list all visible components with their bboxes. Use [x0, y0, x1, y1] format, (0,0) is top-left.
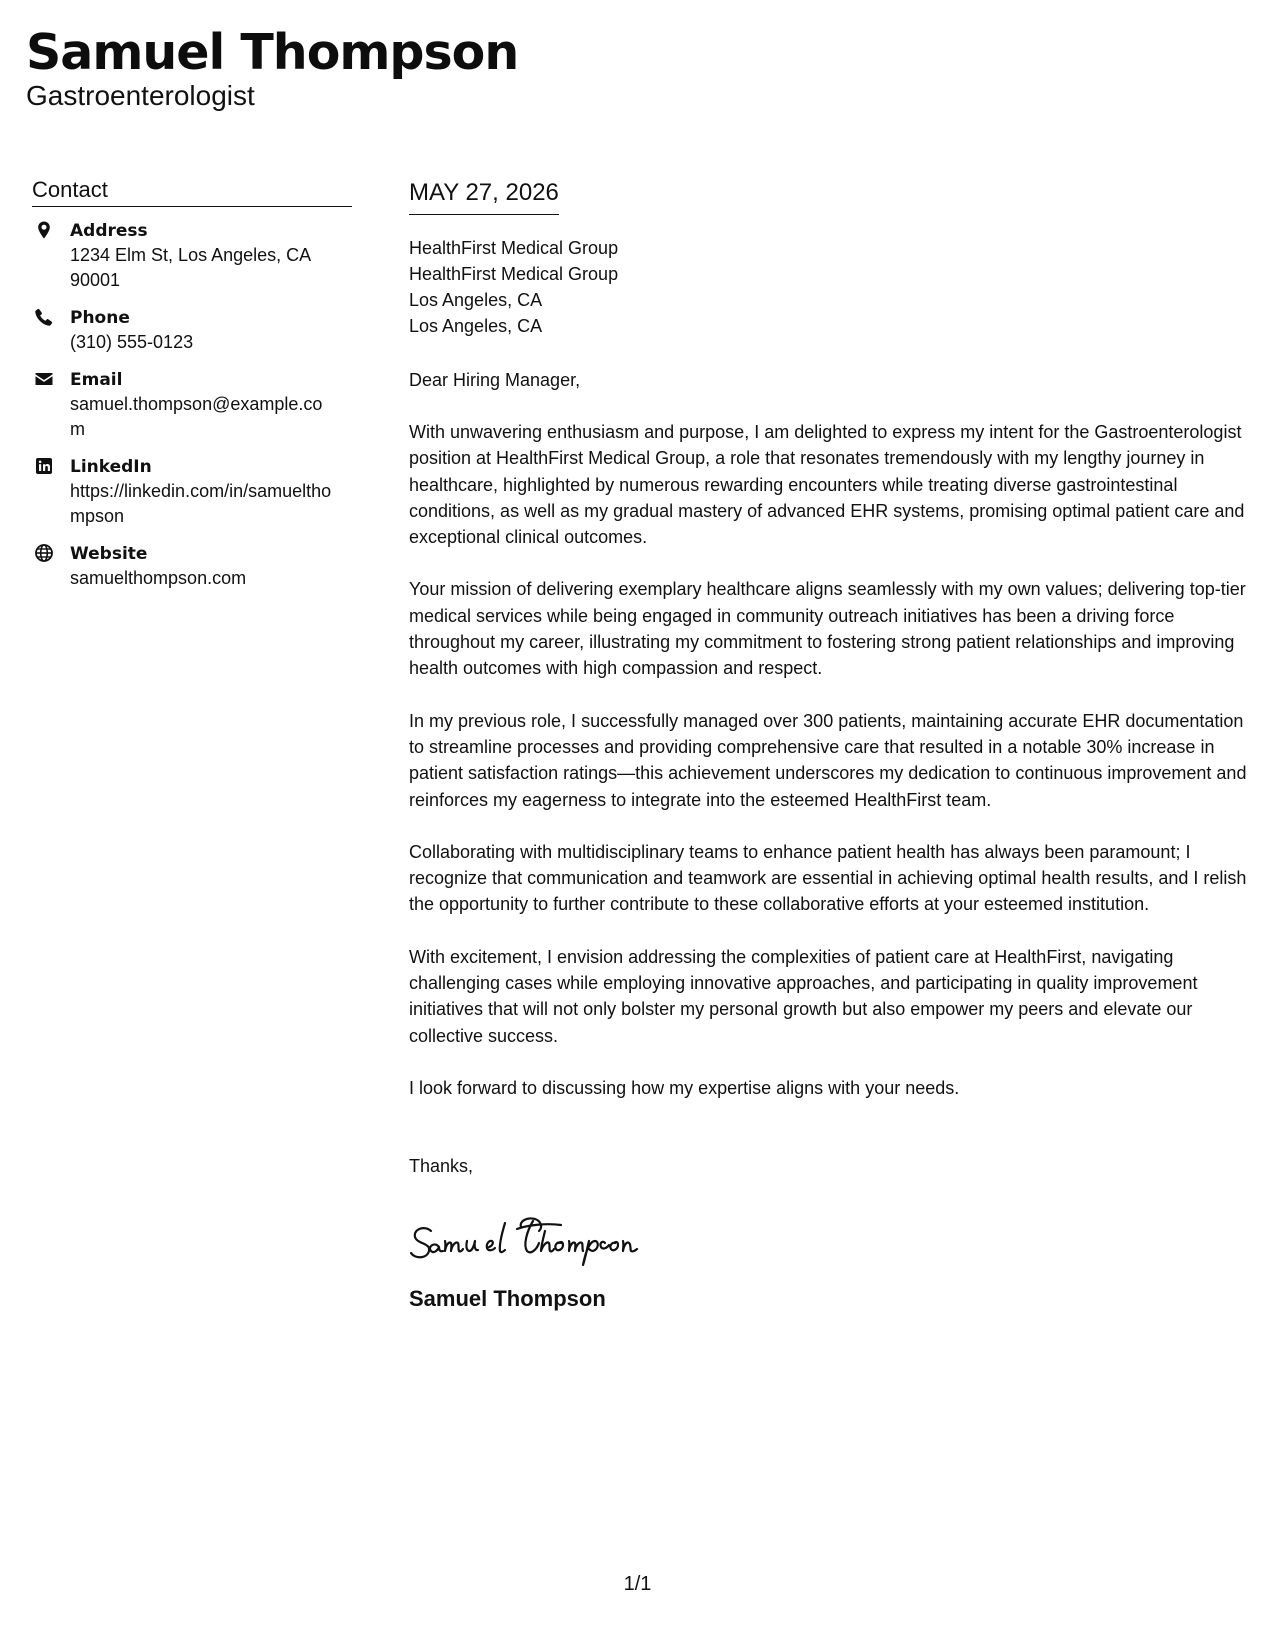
letter-paragraph: Collaborating with multidisciplinary teams to enhance patient health has always been paramount; I recognize that communication and teamwork are essential in achieving optimal health results, and I relish the opportunity to further contribute to these collaborative efforts at your esteemed institution.: [409, 841, 1247, 915]
linkedin-icon: [34, 456, 54, 476]
contact-item-address: [32, 219, 352, 293]
phone-value: (310) 555-0123: [70, 332, 194, 352]
contact-sidebar: [32, 176, 352, 604]
header: [26, 24, 518, 112]
contact-label: LinkedIn: [70, 457, 152, 477]
recipient-line: Los Angeles, CA: [409, 290, 543, 310]
email-icon: [34, 369, 54, 389]
page-number: 1/1: [623, 1573, 652, 1595]
location-pin-icon: [34, 220, 54, 240]
recipient-line: Los Angeles, CA: [409, 316, 543, 336]
recipient-block: [409, 235, 1254, 339]
contact-list: [32, 219, 352, 591]
candidate-role: Gastroenterologist: [26, 80, 255, 111]
contact-item-email: [32, 368, 352, 442]
contact-item-linkedin: [32, 455, 352, 529]
letter-paragraph: In my previous role, I successfully managed over 300 patients, maintaining accurate EHR documentation to streamline processes and providing comprehensive care that resulted in a notable 30% increase in patient satisfaction ratings—this achievement underscores my dedication to continuous improvement and reinforces my eagerness to integrate into the esteemed HealthFirst team.: [409, 710, 1247, 810]
contact-label: Website: [70, 544, 148, 564]
candidate-name: Samuel Thompson: [26, 24, 519, 81]
letter-paragraph: With unwavering enthusiasm and purpose, I am delighted to express my intent for the Gastroenterologist position at HealthFirst Medical Group, a role that resonates tremendously with my lengthy journey in healthcare, highlighted by numerous rewarding encounters while treating diverse gastrointestinal conditions, as well as my gradual mastery of advanced EHR systems, promising optimal patient care and exceptional clinical outcomes.: [409, 422, 1245, 548]
handwritten-signature: [409, 1209, 679, 1269]
contact-label: Phone: [70, 308, 130, 328]
contact-label: Address: [70, 221, 148, 241]
letter-paragraph: I look forward to discussing how my expertise aligns with your needs.: [409, 1077, 960, 1098]
contact-item-website: [32, 542, 352, 591]
letter-body: [409, 178, 1254, 1313]
linkedin-value[interactable]: https://linkedin.com/in/samuelthompson: [70, 481, 332, 526]
contact-title: Contact: [32, 176, 352, 207]
address-value: 1234 Elm St, Los Angeles, CA 90001: [70, 245, 311, 290]
recipient-line: HealthFirst Medical Group: [409, 238, 619, 258]
email-value[interactable]: samuel.thompson@example.com: [70, 394, 323, 439]
contact-label: Email: [70, 370, 123, 390]
recipient-line: HealthFirst Medical Group: [409, 264, 619, 284]
website-value[interactable]: samuelthompson.com: [70, 568, 247, 588]
letter-paragraphs: [409, 419, 1254, 1101]
letter-paragraph: Your mission of delivering exemplary healthcare aligns seamlessly with my own values; delivering top-tier medical services while being engaged in community outreach initiatives has been a driving force throughout my career, illustrating my commitment to fostering strong patient relationships and improving health outcomes with high compassion and respect.: [409, 579, 1246, 679]
globe-icon: [34, 543, 54, 563]
contact-item-phone: [32, 306, 352, 355]
salutation: Dear Hiring Manager,: [409, 370, 581, 390]
letter-paragraph: With excitement, I envision addressing the complexities of patient care at HealthFirst, navigating challenging cases while employing innovative approaches, and participating in quality improvement initiatives that will not only bolster my personal growth but also empower my peers and elevate our collective success.: [409, 946, 1198, 1046]
phone-icon: [34, 307, 54, 327]
letter-date: MAY 27, 2026: [409, 178, 559, 215]
signed-name: Samuel Thompson: [409, 1286, 606, 1312]
closing: Thanks,: [409, 1156, 474, 1177]
